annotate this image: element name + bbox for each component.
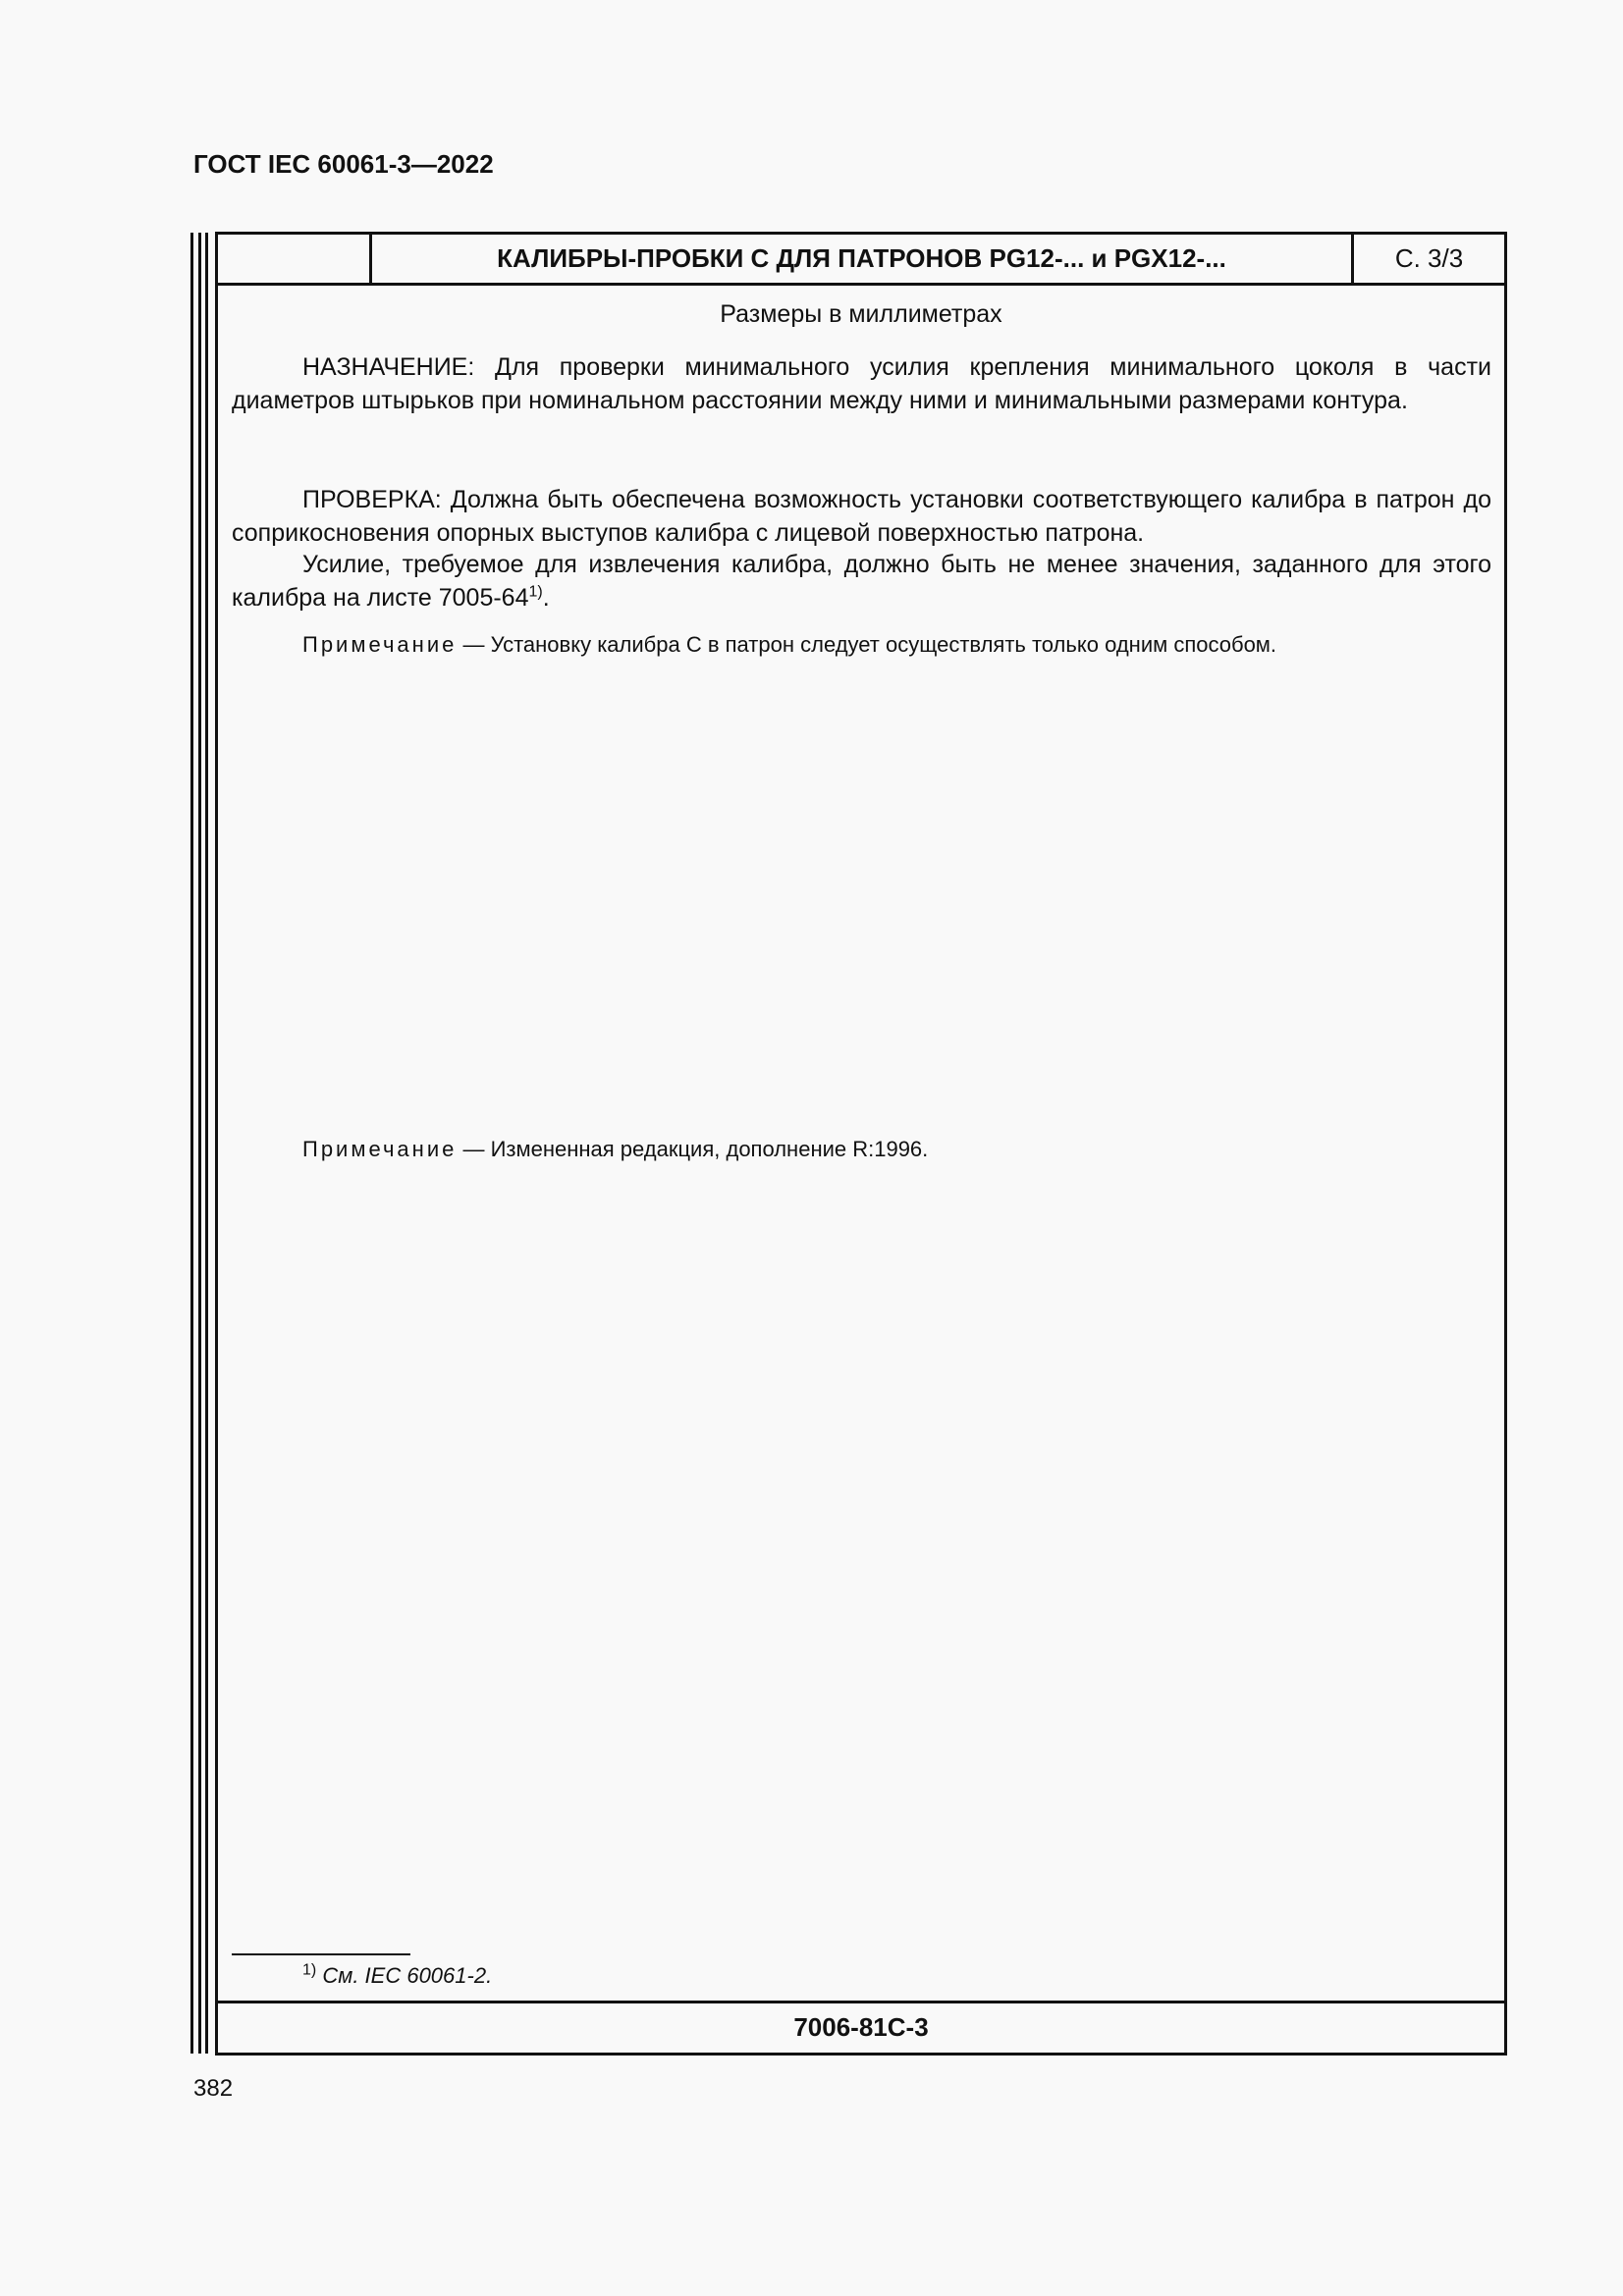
note-label: Примечание (302, 632, 458, 657)
footnote (302, 1963, 492, 1989)
sheet-page-ref: С. 3/3 (1394, 242, 1464, 273)
footnote-ref: 1) (528, 583, 543, 601)
note-text: — Измененная редакция, дополнение R:1996. (457, 1137, 929, 1161)
sheet-number: 7006-81C-3 (793, 2011, 929, 2042)
footnote-text: См. IEC 60061-2. (322, 1963, 493, 1988)
footnote-separator (232, 1953, 410, 1955)
note-1 (232, 628, 1491, 662)
running-header: ГОСТ IEC 60061-3—2022 (193, 149, 494, 179)
margin-line (205, 233, 208, 2054)
check-paragraph: ПРОВЕРКА: Должна быть обеспечена возможность установки соответствующего калибра в патрон до соприкосновения опорных выступов калибра с лицевой поверхностью патрона. (232, 486, 1491, 547)
force-paragraph (232, 548, 1491, 614)
note-text: — Установку калибра С в патрон следует осуществлять только одним способом. (457, 632, 1277, 657)
force-text-end: . (542, 584, 550, 612)
note-2 (232, 1133, 1491, 1166)
note-label: Примечание (302, 1137, 458, 1161)
page-number: 382 (193, 2075, 234, 2102)
purpose-paragraph: НАЗНАЧЕНИЕ: Для проверки минимального усилия крепления минимального цоколя в части диаметров штырьков при номинальном расстоянии между ними и минимальными размерами контура. (232, 353, 1491, 414)
margin-line (198, 233, 201, 2054)
force-text: Усилие, требуемое для извлечения калибра, должно быть не менее значения, заданного для этого калибра на листе 7005-64 (232, 551, 1491, 612)
sheet-title: КАЛИБРЫ-ПРОБКИ С ДЛЯ ПАТРОНОВ PG12-... и PGX12-... (497, 242, 1226, 273)
dimensions-note: Размеры в миллиметрах (720, 300, 1002, 328)
footnote-mark: 1) (302, 1961, 317, 1979)
margin-line (190, 233, 193, 2054)
